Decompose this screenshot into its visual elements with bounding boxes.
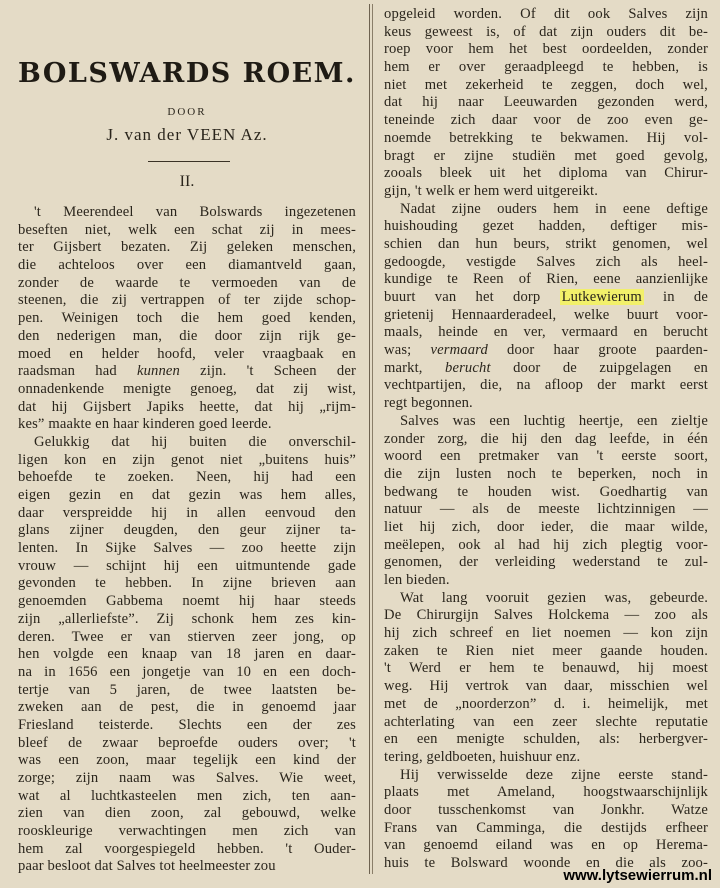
text-line: daar verspreidde hij in allen eenvoud den: [18, 504, 356, 521]
text-line: die achteloos over een diamantveld gaan,: [18, 257, 356, 274]
text-line: van genoemd eiland was en op Herema-: [384, 837, 708, 854]
text-line: zaken te Rien niet meer gaande houden.: [384, 642, 708, 659]
text-line: bleef de zwaar beproefde ouders over; 't: [18, 734, 356, 751]
text-line: Frans van Camminga, die destijds erfheer: [384, 819, 708, 836]
text-line: Wat lang vooruit gezien was, gebeurde.: [400, 589, 708, 606]
text-line: zooals bleek uit het diploma van Chirur-: [384, 165, 708, 182]
text-line: dat hij naar Leeuwarden gezonden werd,: [384, 94, 708, 111]
text-line: die zijn lusten noch te beperken, noch in: [384, 465, 708, 482]
text-line: zijn „allerliefste”. Zij schonk hem zes kin-: [18, 610, 356, 627]
text-line: hij zich schreef en liet noemen — kon zijn: [384, 625, 708, 642]
text-line: tering, geldboeten, huishuur enz.: [384, 748, 581, 765]
text-line: weg. Hij vertrok van daar, misschien wel: [384, 678, 708, 695]
text-line: ter Gijsbert bezaten. Zij geleken menschen,: [18, 239, 356, 256]
column-divider: [369, 4, 370, 874]
text-line: raadsman had kunnen zijn. 't Scheen der: [18, 363, 356, 380]
text-line: gijn, 't welk er hem werd uitgereikt.: [384, 182, 599, 199]
part-number: II.: [179, 173, 195, 190]
text-line: eigen gezin en dat gezin was hem alles,: [18, 487, 356, 503]
text-line: wat al luchtkasteelen men zich, ten aan-: [18, 787, 356, 804]
text-line: deren. Twee er van stierven zeer jong, op: [18, 628, 356, 645]
emphasis-word: berucht: [445, 359, 491, 376]
text-line: woord een pretmaker van 't eerste soort,: [384, 448, 708, 465]
text-line: huis te Bolsward woonde en die als zoo-: [384, 855, 708, 871]
text-line: was; vermaard door haar groote paarden-: [384, 342, 708, 359]
text-line: schien dan hun beurs, strikt genomen, wel: [384, 235, 708, 252]
column-divider-inner: [372, 4, 373, 874]
text-line: paar besloot dat Salves tot heelmeester zou: [18, 858, 276, 875]
highlighted-word: Lutkewierum: [561, 289, 642, 305]
text-line: gedoogde, vestigde Salves zich als heel-: [384, 253, 708, 270]
left-column: [18, 204, 356, 876]
text-line: niet met zekerheid te zeggen, doch wel,: [384, 76, 708, 93]
text-line: kes” maakte en haar kinderen goed leerde.: [18, 416, 272, 433]
text-line: en een menigte schulden, als: herbergver-: [384, 731, 708, 748]
text-line: door tusschenkomst van Jonkhr. Watze: [384, 801, 708, 818]
text-line: Gelukkig dat hij buiten die onverschil-: [34, 433, 356, 450]
text-line: hem er over geraadpleegd te hebben, is: [384, 59, 708, 76]
text-line: zonder zorg, die hij den dag leefde, in één: [384, 430, 708, 447]
title-rule: [148, 161, 230, 162]
text-line: achterlating van een zeer slechte reputatie: [384, 713, 708, 730]
text-line: teneinde zich daar voor de zoo even ge-: [384, 112, 708, 129]
text-line: hen volgde een knaap van 18 jaren en daar-: [18, 646, 356, 663]
text-line: keus geweest is, of dat zijn ouders dit be-: [384, 23, 708, 40]
article-author: J. van der VEEN Az.: [106, 125, 268, 144]
text-line: bragt er zijne studiën met goed gevolg,: [384, 147, 708, 164]
text-line: tertje van 5 jaren, de twee laatsten be-: [18, 681, 356, 698]
text-line: kundige te Reen of Rien, eene aanzienlijke: [384, 271, 708, 288]
text-line: gevonden te hebben. In zijne brieven aan: [18, 575, 356, 592]
emphasis-word: vermaard: [430, 342, 488, 359]
text-line: opgeleid worden. Of dit ook Salves zijn: [384, 6, 708, 22]
text-line: regt begonnen.: [384, 395, 473, 412]
text-line: len bieden.: [384, 572, 450, 588]
text-line: genomen, der verleiding wederstand te zul-: [384, 554, 708, 571]
text-line: rooskleurige verwachtingen men zich van: [18, 823, 356, 840]
text-line: behoefde te zoeken. Neen, hij had een: [18, 469, 356, 486]
text-line: noemde betrekking te bekwamen. Hij vol-: [384, 129, 708, 146]
text-line: liet hij zich, door ieder, die maar wilde,: [384, 518, 708, 535]
text-line: na in 1656 een jongetje van 10 en een doch-: [18, 663, 356, 680]
emphasis-word: kunnen: [136, 363, 180, 380]
text-line: glans zijner deugden, den geur zijner ta-: [18, 522, 356, 539]
text-line: Nadat zijne ouders hem in eene deftige: [400, 200, 708, 217]
text-line: natuur — als de meeste lichtzinnigen —: [384, 501, 708, 518]
text-line: meëlepen, ook al had hij zich plegtig voor-: [384, 536, 708, 553]
text-line: lenten. In Sijke Salves — zoo heette zijn: [18, 540, 356, 557]
text-line: vrouw — schijnt hij een uitmuntende gade: [18, 557, 356, 574]
text-line: De Chirurgijn Salves Holckema — zoo als: [384, 607, 708, 624]
text-line: plaats met Ameland, hoogstwaarschijnlijk: [384, 784, 708, 801]
text-line: dat hij Gijsbert Japiks heette, dat hij „rijm-: [18, 398, 356, 415]
text-line: roep voor hem het best oordeelden, zonder: [384, 41, 708, 58]
text-line: maals, heinde en ver, vermaard en berucht: [384, 324, 708, 341]
text-line: was een zoon, maar tegelijk een kind der: [18, 752, 356, 769]
text-line: buurt van het dorp Lutkewierum in de: [384, 289, 708, 305]
text-line: zonder de waarde te vermoeden van de: [18, 274, 356, 291]
text-line: moed en helder hoofd, veler vraagbaak en: [18, 345, 356, 362]
right-column: [384, 6, 708, 873]
text-line: huishouding gezet hadden, deftiger mis-: [384, 218, 708, 235]
text-line: markt, berucht door de zuipgelagen en: [384, 359, 708, 376]
text-line: bedwang te houden wist. Goedhartig van: [384, 483, 708, 500]
text-line: genoemden Gabbema noemt hij haar steeds: [18, 593, 356, 610]
text-line: vechtpartijen, die, na afloop der markt eerst: [384, 377, 708, 394]
text-line: 't Meerendeel van Bolswards ingezetenen: [34, 204, 356, 220]
text-line: zorge; zijn naam was Salves. Wie weet,: [18, 770, 356, 786]
text-line: steenen, die zij vertrappen of ter zijde schop-: [18, 292, 356, 309]
text-line: den nederigen man, die door zijn rijk ge-: [18, 327, 356, 344]
article-title: BOLSWARDS ROEM.: [18, 58, 356, 89]
text-line: beseften niet, welk een schat zij in mees-: [18, 221, 356, 238]
text-line: Hij verwisselde deze zijne eerste stand-: [400, 766, 708, 783]
text-line: zweken aan de pest, die in genoemd jaar: [18, 699, 356, 716]
text-line: Friesland teisterde. Slechts een der zes: [18, 716, 356, 733]
text-line: 't Werd er hem te benauwd, hij moest: [384, 660, 708, 677]
text-line: Salves was een luchtig heertje, een zieltje: [400, 412, 708, 429]
text-line: zien van dien zoon, zal gebouwd, welke: [18, 805, 356, 822]
text-line: ligen kon en zijn genot niet „buitens huis”: [18, 451, 356, 468]
text-line: pen. Weinigen toch die hem goed kenden,: [18, 310, 356, 327]
text-line: onnadenkende menigte genoeg, dat zij wist,: [18, 380, 356, 397]
text-line: grietenij Hennaarderadeel, welke buurt voor-: [384, 306, 708, 323]
text-line: met de „noorderzon” d. i. heimelijk, met: [384, 695, 708, 712]
text-line: hem zal voorgespiegeld hebben. 't Ouder-: [18, 840, 356, 857]
watermark: www.lytsewierrum.nl: [563, 867, 712, 884]
byline-label: DOOR: [167, 106, 207, 118]
